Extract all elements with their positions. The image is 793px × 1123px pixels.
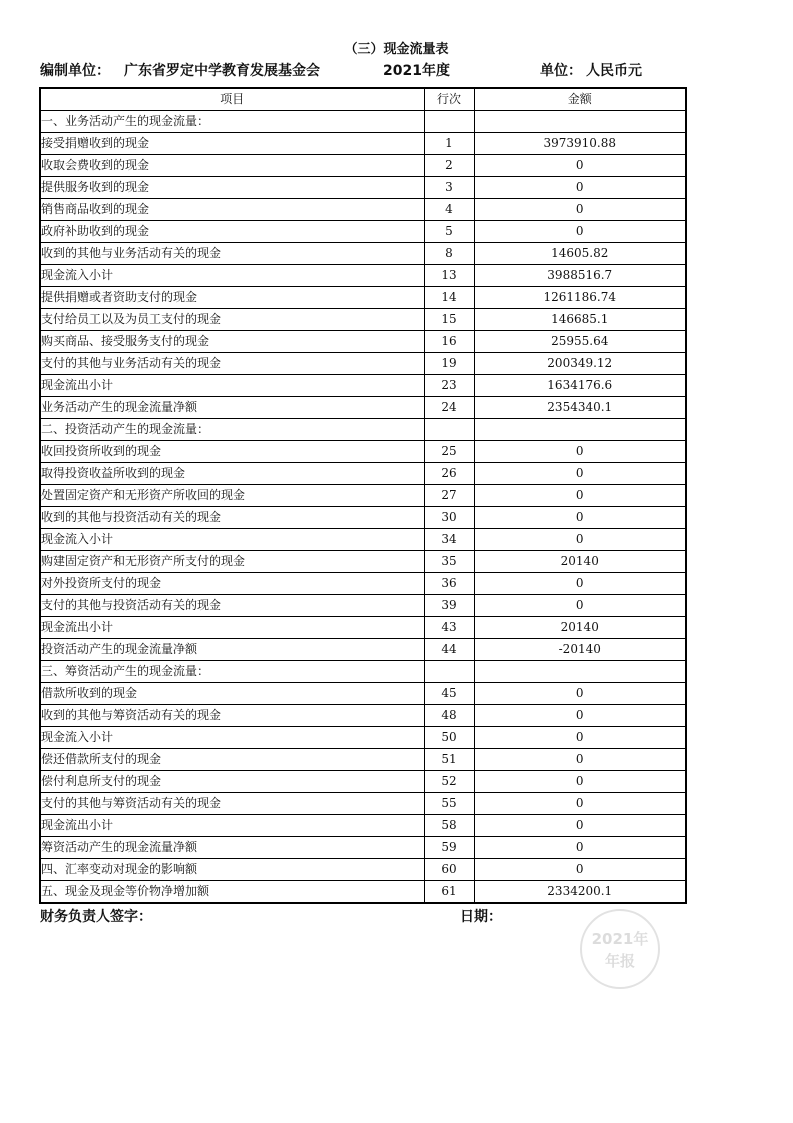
table-row: [40, 837, 686, 859]
row-item-label: 提供服务收到的现金: [40, 177, 424, 199]
row-line-number: 61: [424, 881, 474, 904]
row-item-label: 业务活动产生的现金流量净额: [40, 397, 424, 419]
table-row: [40, 727, 686, 749]
row-item-label: 支付的其他与投资活动有关的现金: [40, 595, 424, 617]
row-line-number: 36: [424, 573, 474, 595]
table-row: [40, 199, 686, 221]
row-amount: 0: [474, 463, 686, 485]
row-line-number: 30: [424, 507, 474, 529]
table-row: [40, 287, 686, 309]
annual-report-watermark-stamp: [580, 909, 660, 989]
table-row: [40, 771, 686, 793]
row-line-number: 45: [424, 683, 474, 705]
row-item-label: 筹资活动产生的现金流量净额: [40, 837, 424, 859]
row-item-label: 现金流入小计: [40, 529, 424, 551]
row-line-number: 19: [424, 353, 474, 375]
row-amount: 0: [474, 705, 686, 727]
table-row: [40, 331, 686, 353]
table-row: [40, 859, 686, 881]
table-row: [40, 815, 686, 837]
row-item-label: 政府补助收到的现金: [40, 221, 424, 243]
table-row: [40, 529, 686, 551]
row-line-number: 25: [424, 441, 474, 463]
row-amount: 0: [474, 441, 686, 463]
row-amount: 0: [474, 837, 686, 859]
row-amount: 0: [474, 771, 686, 793]
row-amount: -20140: [474, 639, 686, 661]
row-item-label: 四、汇率变动对现金的影响额: [40, 859, 424, 881]
row-item-label: 现金流出小计: [40, 375, 424, 397]
table-row: [40, 419, 686, 441]
row-item-label: 五、现金及现金等价物净增加额: [40, 881, 424, 904]
row-line-number: 15: [424, 309, 474, 331]
row-line-number: 23: [424, 375, 474, 397]
table-row: [40, 463, 686, 485]
row-amount: 0: [474, 507, 686, 529]
table-header-row: [40, 88, 686, 111]
row-amount: 0: [474, 749, 686, 771]
row-amount: 200349.12: [474, 353, 686, 375]
row-line-number: 5: [424, 221, 474, 243]
row-line-number: 52: [424, 771, 474, 793]
row-item-label: 接受捐赠收到的现金: [40, 133, 424, 155]
row-amount: [474, 111, 686, 133]
row-line-number: 2: [424, 155, 474, 177]
currency-unit: 人民币元: [586, 63, 642, 79]
row-item-label: 收回投资所收到的现金: [40, 441, 424, 463]
table-row: [40, 111, 686, 133]
date-label: 日期：: [460, 909, 502, 925]
signature-label: 财务负责人签字：: [40, 909, 152, 925]
row-amount: 2334200.1: [474, 881, 686, 904]
row-amount: 3973910.88: [474, 133, 686, 155]
row-item-label: 借款所收到的现金: [40, 683, 424, 705]
table-row: [40, 221, 686, 243]
row-line-number: 27: [424, 485, 474, 507]
table-row: [40, 551, 686, 573]
row-amount: [474, 661, 686, 683]
org-label: 编制单位：: [40, 63, 110, 79]
row-item-label: 三、筹资活动产生的现金流量：: [40, 661, 424, 683]
table-row: [40, 133, 686, 155]
column-header-item: 项目: [40, 88, 424, 111]
row-amount: 2354340.1: [474, 397, 686, 419]
row-amount: 0: [474, 595, 686, 617]
row-line-number: 3: [424, 177, 474, 199]
cash-flow-table: [39, 87, 687, 904]
row-amount: 0: [474, 155, 686, 177]
row-amount: 0: [474, 529, 686, 551]
row-amount: 1634176.6: [474, 375, 686, 397]
table-row: [40, 243, 686, 265]
row-item-label: 收到的其他与业务活动有关的现金: [40, 243, 424, 265]
row-item-label: 购买商品、接受服务支付的现金: [40, 331, 424, 353]
table-row: [40, 881, 686, 904]
table-row: [40, 705, 686, 727]
column-header-line: 行次: [424, 88, 474, 111]
row-line-number: 51: [424, 749, 474, 771]
row-line-number: 8: [424, 243, 474, 265]
row-line-number: 34: [424, 529, 474, 551]
table-row: [40, 375, 686, 397]
row-amount: 0: [474, 815, 686, 837]
table-row: [40, 441, 686, 463]
stamp-line-1: 2021年: [591, 930, 649, 948]
row-amount: 0: [474, 485, 686, 507]
row-amount: 0: [474, 221, 686, 243]
row-amount: 0: [474, 859, 686, 881]
row-line-number: 16: [424, 331, 474, 353]
row-line-number: [424, 661, 474, 683]
row-line-number: 24: [424, 397, 474, 419]
row-item-label: 支付的其他与业务活动有关的现金: [40, 353, 424, 375]
row-item-label: 销售商品收到的现金: [40, 199, 424, 221]
row-item-label: 偿付利息所支付的现金: [40, 771, 424, 793]
table-row: [40, 661, 686, 683]
report-year: 2021年度: [383, 63, 450, 79]
row-amount: [474, 419, 686, 441]
org-name: 广东省罗定中学教育发展基金会: [124, 63, 320, 79]
row-amount: 0: [474, 177, 686, 199]
column-header-amount: 金额: [474, 88, 686, 111]
row-amount: 1261186.74: [474, 287, 686, 309]
row-line-number: 48: [424, 705, 474, 727]
row-line-number: [424, 419, 474, 441]
table-row: [40, 397, 686, 419]
row-item-label: 取得投资收益所收到的现金: [40, 463, 424, 485]
row-item-label: 偿还借款所支付的现金: [40, 749, 424, 771]
row-item-label: 现金流出小计: [40, 815, 424, 837]
row-amount: 14605.82: [474, 243, 686, 265]
row-amount: 0: [474, 793, 686, 815]
statement-title: （三）现金流量表: [344, 42, 449, 57]
row-line-number: 26: [424, 463, 474, 485]
stamp-line-2: 年报: [604, 952, 635, 970]
row-item-label: 现金流出小计: [40, 617, 424, 639]
row-line-number: 44: [424, 639, 474, 661]
table-row: [40, 265, 686, 287]
row-line-number: 58: [424, 815, 474, 837]
row-item-label: 二、投资活动产生的现金流量：: [40, 419, 424, 441]
row-line-number: 50: [424, 727, 474, 749]
row-amount: 20140: [474, 617, 686, 639]
row-line-number: 60: [424, 859, 474, 881]
row-line-number: 39: [424, 595, 474, 617]
row-amount: 0: [474, 683, 686, 705]
table-row: [40, 617, 686, 639]
row-item-label: 投资活动产生的现金流量净额: [40, 639, 424, 661]
table-row: [40, 793, 686, 815]
row-item-label: 购建固定资产和无形资产所支付的现金: [40, 551, 424, 573]
row-line-number: 35: [424, 551, 474, 573]
row-line-number: 14: [424, 287, 474, 309]
row-item-label: 现金流入小计: [40, 265, 424, 287]
row-item-label: 一、业务活动产生的现金流量：: [40, 111, 424, 133]
row-line-number: 4: [424, 199, 474, 221]
row-item-label: 收取会费收到的现金: [40, 155, 424, 177]
row-line-number: 55: [424, 793, 474, 815]
row-amount: 20140: [474, 551, 686, 573]
row-item-label: 支付给员工以及为员工支付的现金: [40, 309, 424, 331]
table-row: [40, 353, 686, 375]
table-row: [40, 507, 686, 529]
table-row: [40, 155, 686, 177]
row-item-label: 支付的其他与筹资活动有关的现金: [40, 793, 424, 815]
row-amount: 0: [474, 573, 686, 595]
table-row: [40, 573, 686, 595]
table-row: [40, 309, 686, 331]
table-row: [40, 683, 686, 705]
row-item-label: 提供捐赠或者资助支付的现金: [40, 287, 424, 309]
table-row: [40, 595, 686, 617]
row-amount: 146685.1: [474, 309, 686, 331]
row-item-label: 现金流入小计: [40, 727, 424, 749]
table-row: [40, 749, 686, 771]
unit-label: 单位：: [540, 63, 582, 79]
table-row: [40, 177, 686, 199]
row-item-label: 处置固定资产和无形资产所收回的现金: [40, 485, 424, 507]
row-item-label: 收到的其他与投资活动有关的现金: [40, 507, 424, 529]
row-line-number: 59: [424, 837, 474, 859]
row-item-label: 对外投资所支付的现金: [40, 573, 424, 595]
row-line-number: 43: [424, 617, 474, 639]
row-amount: 0: [474, 199, 686, 221]
table-row: [40, 485, 686, 507]
row-line-number: [424, 111, 474, 133]
table-row: [40, 639, 686, 661]
row-amount: 3988516.7: [474, 265, 686, 287]
row-line-number: 1: [424, 133, 474, 155]
row-amount: 25955.64: [474, 331, 686, 353]
row-item-label: 收到的其他与筹资活动有关的现金: [40, 705, 424, 727]
row-line-number: 13: [424, 265, 474, 287]
row-amount: 0: [474, 727, 686, 749]
